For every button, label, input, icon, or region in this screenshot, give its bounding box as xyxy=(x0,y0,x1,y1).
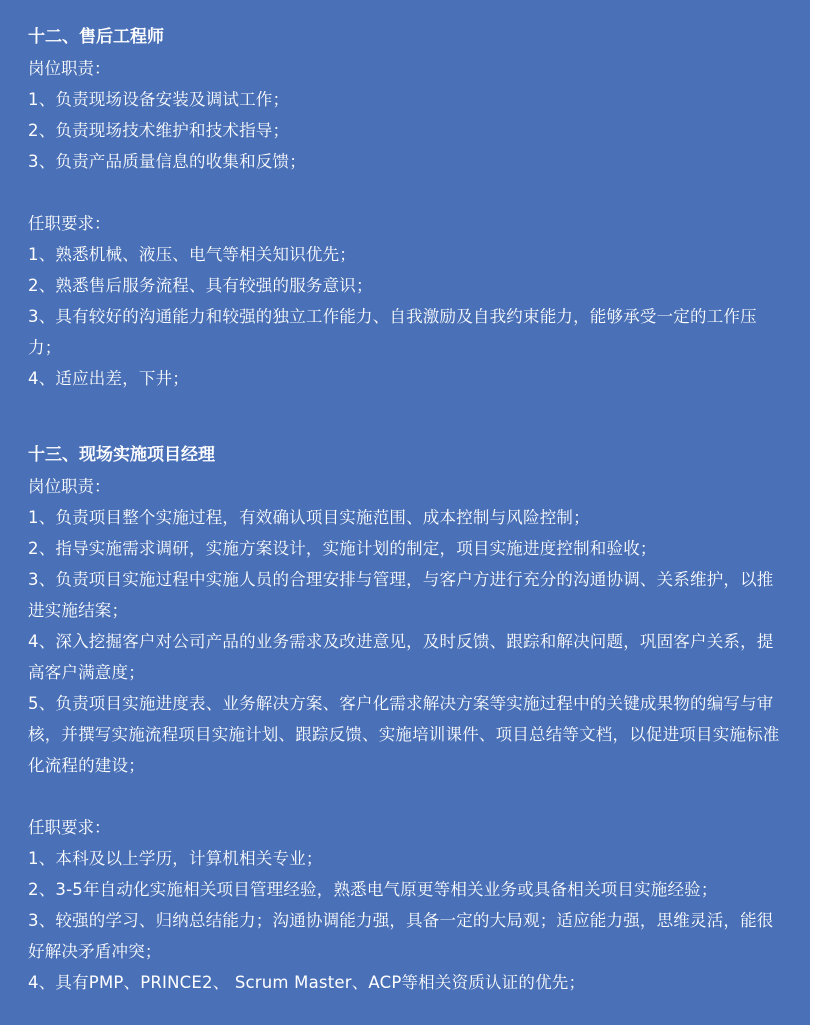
section-onsite-project-manager xyxy=(28,440,786,998)
duty-item: 1、负责现场设备安装及调试工作； xyxy=(28,90,290,109)
requirement-item: 2、3-5年自动化实施相关项目管理经验，熟悉电气原更等相关业务或具备相关项目实施经验； xyxy=(28,880,718,899)
duty-item: 3、负责项目实施过程中实施人员的合理安排与管理，与客户方进行充分的沟通协调、关系维护，以推进实施结案； xyxy=(28,570,774,620)
requirement-item: 4、适应出差，下井； xyxy=(28,369,189,388)
section-title: 十二、售后工程师 xyxy=(28,27,164,47)
duties-label: 岗位职责： xyxy=(28,59,111,78)
duty-item: 3、负责产品质量信息的收集和反馈； xyxy=(28,152,306,171)
section-after-sales-engineer xyxy=(28,22,786,394)
duty-item: 4、深入挖掘客户对公司产品的业务需求及改进意见，及时反馈、跟踪和解决问题，巩固客户关系，提高客户满意度； xyxy=(28,632,774,682)
blank-line xyxy=(28,394,786,425)
section-gap xyxy=(28,425,786,440)
duties-label: 岗位职责： xyxy=(28,477,111,496)
requirement-item: 3、较强的学习、归纳总结能力；沟通协调能力强，具备一定的大局观；适应能力强，思维灵活，能很好解决矛盾冲突； xyxy=(28,911,774,961)
requirement-item: 2、熟悉售后服务流程、具有较强的服务意识； xyxy=(28,276,373,295)
requirement-item: 4、具有PMP、PRINCE2、 Scrum Master、ACP等相关资质认证的优先； xyxy=(28,973,586,992)
requirement-item: 1、熟悉机械、液压、电气等相关知识优先； xyxy=(28,245,356,264)
blank-line xyxy=(28,177,786,208)
duty-item: 2、负责现场技术维护和技术指导； xyxy=(28,121,290,140)
duty-item: 2、指导实施需求调研，实施方案设计，实施计划的制定，项目实施进度控制和验收； xyxy=(28,539,657,558)
requirements-label: 任职要求： xyxy=(28,818,111,837)
requirement-item: 1、本科及以上学历，计算机相关专业； xyxy=(28,849,323,868)
requirement-item: 3、具有较好的沟通能力和较强的独立工作能力、自我激励及自我约束能力，能够承受一定的工作压力； xyxy=(28,307,757,357)
duty-item: 1、负责项目整个实施过程，有效确认项目实施范围、成本控制与风险控制； xyxy=(28,508,590,527)
requirements-label: 任职要求： xyxy=(28,214,111,233)
section-title: 十三、现场实施项目经理 xyxy=(28,445,215,465)
blank-line xyxy=(28,781,786,812)
duty-item: 5、负责项目实施进度表、业务解决方案、客户化需求解决方案等实施过程中的关键成果物的编写与审核，并撰写实施流程项目实施计划、跟踪反馈、实施培训课件、项目总结等文档，以促进项目实施标准化流程的建设； xyxy=(28,694,780,775)
